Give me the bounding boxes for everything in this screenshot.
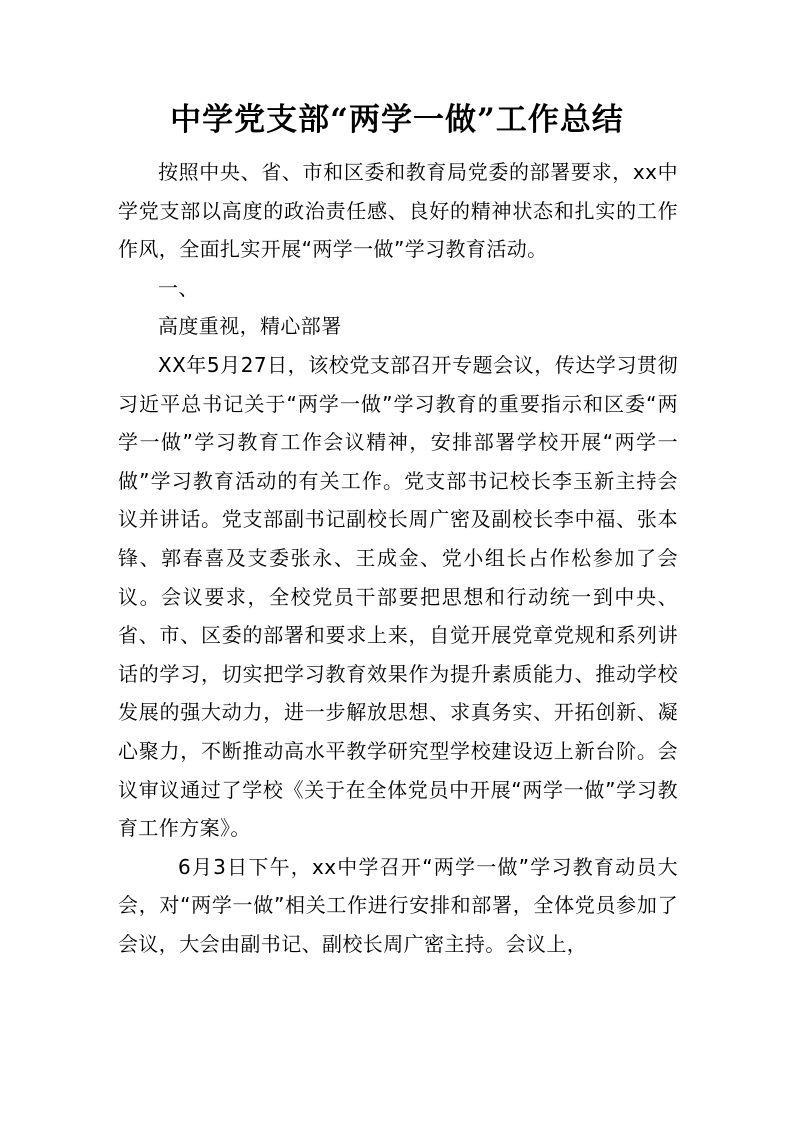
document-body	[118, 153, 678, 963]
section-heading: 高度重视，精心部署	[158, 314, 342, 339]
section-number: 一、	[158, 275, 199, 300]
meeting-paragraph: XX年5月27日，该校党支部召开专题会议，传达学习贯彻习近平总书记关于“两学一做”学习教育的重要指示和区委“两学一做”学习教育工作会议精神，安排部署学校开展“两学一做”学习教育活动的有关工作。党支部书记校长李玉新主持会议并讲话。党支部副书记副校长周广密及副校长李中福、张本锋、郭春喜及支委张永、王成金、党小组长占作松参加了会议。会议要求，全校党员干部要把思想和行动统一到中央、省、市、区委的部署和要求上来，自觉开展党章党规和系列讲话的学习，切实把学习教育效果作为提升素质能力、推动学校发展的强大动力，进一步解放思想、求真务实、开拓创新、凝心聚力，不断推动高水平教学研究型学校建设迈上新台阶。会议审议通过了学校《关于在全体党员中开展“两学一做”学习教育工作方案》。	[118, 352, 678, 841]
document-title: 中学党支部“两学一做”工作总结	[170, 102, 624, 138]
mobilization-paragraph: 6月3日下午，xx中学召开“两学一做”学习教育动员大会，对“两学一做”相关工作进行安排和部署，全体党员参加了会议，大会由副书记、副校长周广密主持。会议上，	[118, 854, 678, 956]
intro-paragraph: 按照中央、省、市和区委和教育局党委的部署要求，xx中学党支部以高度的政治责任感、良好的精神状态和扎实的工作作风，全面扎实开展“两学一做”学习教育活动。	[118, 160, 678, 262]
